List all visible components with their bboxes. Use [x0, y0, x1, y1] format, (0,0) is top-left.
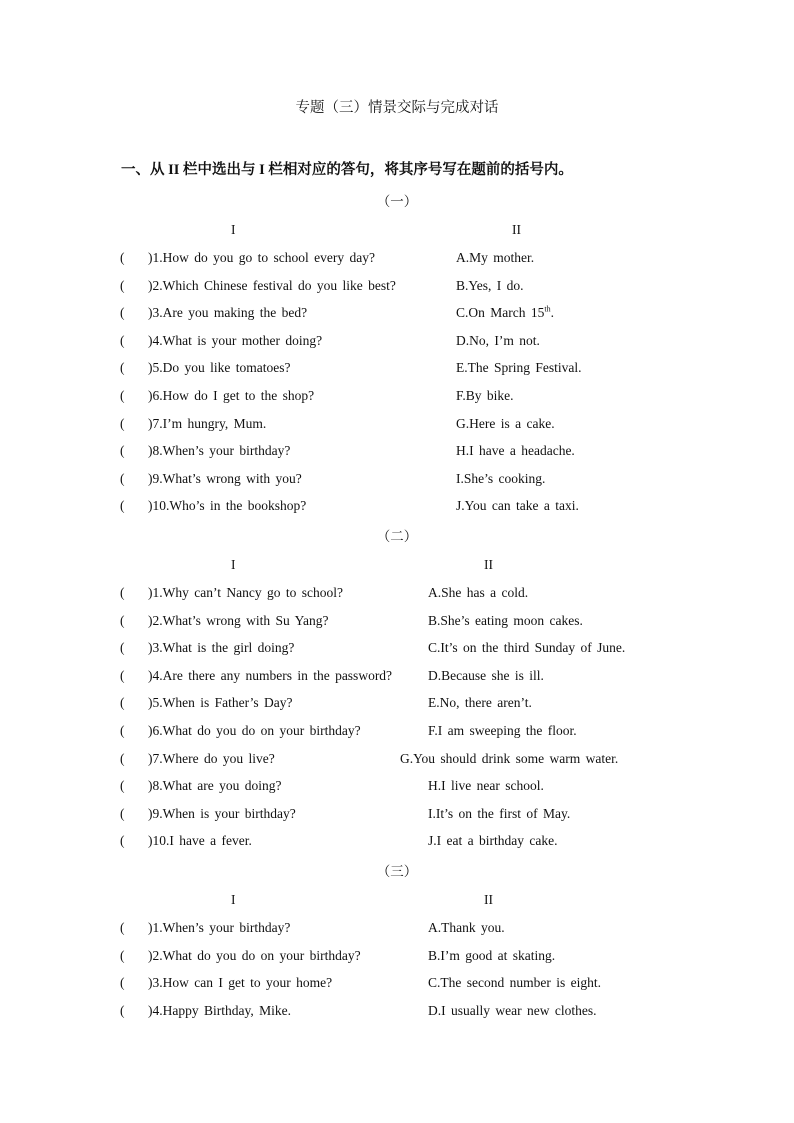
answer-text: B.Yes, I do.	[456, 277, 524, 293]
ordinal-suffix: th	[544, 304, 551, 314]
answer-blank[interactable]: (	[120, 332, 125, 348]
question-text: )3.Are you making the bed?	[148, 305, 308, 321]
question-text: )10.Who’s in the bookshop?	[148, 498, 307, 514]
question-text: )2.What do you do on your birthday?	[148, 947, 361, 963]
column-head-i: I	[231, 557, 236, 572]
answer-option	[400, 749, 618, 769]
question-text: )5.Do you like tomatoes?	[148, 360, 291, 376]
answer-option	[428, 666, 544, 686]
answer-text: C.On March 15	[456, 305, 545, 321]
answer-tail: .	[550, 305, 554, 321]
answer-blank[interactable]: (	[120, 805, 125, 821]
answer-blank[interactable]: (	[120, 947, 125, 963]
question-row	[0, 1001, 794, 1021]
answer-option	[428, 638, 625, 658]
answer-option	[428, 831, 557, 851]
answer-option	[456, 248, 534, 268]
instruction-text: 一、从 II 栏中选出与 I 栏相对应的答句，将其序号写在题前的括号内。	[121, 162, 573, 178]
answer-text: A.She has a cold.	[428, 585, 529, 600]
answer-blank[interactable]: (	[120, 667, 125, 683]
question-row	[0, 693, 794, 713]
answer-text: D.I usually wear new clothes.	[428, 1002, 597, 1018]
answer-blank[interactable]: (	[120, 498, 125, 514]
question-row	[0, 583, 794, 603]
question-row	[0, 749, 794, 769]
answer-blank[interactable]: (	[120, 277, 125, 293]
answer-option	[428, 1001, 596, 1021]
answer-text: G.You should drink some warm water.	[400, 750, 619, 766]
answer-option	[456, 331, 540, 351]
question-row	[0, 918, 794, 938]
question-text: )3.What is the girl doing?	[148, 640, 295, 656]
answer-blank[interactable]: (	[120, 585, 125, 600]
answer-blank[interactable]: (	[120, 778, 125, 794]
question-row	[0, 441, 794, 461]
question-row	[0, 804, 794, 824]
answer-text: A.Thank you.	[428, 920, 505, 935]
answer-text: H.I have a headache.	[456, 443, 575, 459]
answer-text: F.I am sweeping the floor.	[428, 723, 577, 738]
question-row	[0, 331, 794, 351]
answer-blank[interactable]: (	[120, 975, 125, 991]
answer-option	[456, 358, 582, 378]
question-text: )8.When’s your birthday?	[148, 443, 291, 459]
question-text: )10.I have a fever.	[148, 833, 252, 849]
column-head-ii: II	[484, 892, 493, 907]
answer-option	[456, 469, 545, 489]
question-row	[0, 386, 794, 406]
section-heading-1: （一）	[376, 194, 418, 209]
section-heading-2: （二）	[376, 529, 418, 544]
answer-text: J.You can take a taxi.	[456, 498, 579, 514]
answer-option	[456, 386, 514, 406]
answer-text: C.It’s on the third Sunday of June.	[428, 640, 626, 656]
answer-blank[interactable]: (	[120, 305, 125, 321]
answer-blank[interactable]: (	[120, 470, 125, 486]
answer-text: G.Here is a cake.	[456, 415, 555, 431]
question-text: )1.Why can’t Nancy go to school?	[148, 585, 343, 600]
answer-option	[428, 693, 532, 713]
question-text: )9.What’s wrong with you?	[148, 470, 302, 486]
answer-blank[interactable]: (	[120, 640, 125, 656]
answer-blank[interactable]: (	[120, 415, 125, 431]
column-head-ii: II	[484, 557, 493, 572]
answer-option	[456, 414, 555, 434]
question-text: )5.When is Father’s Day?	[148, 695, 293, 711]
question-row	[0, 611, 794, 631]
question-text: )4.What is your mother doing?	[148, 332, 323, 348]
answer-text: H.I live near school.	[428, 778, 544, 794]
answer-text: E.The Spring Festival.	[456, 360, 582, 376]
answer-option	[456, 303, 554, 323]
answer-text: B.She’s eating moon cakes.	[428, 612, 583, 628]
question-text: )8.What are you doing?	[148, 778, 282, 794]
question-text: )2.What’s wrong with Su Yang?	[148, 612, 329, 628]
question-row	[0, 721, 794, 741]
question-row	[0, 776, 794, 796]
answer-option	[428, 804, 570, 824]
question-row	[0, 666, 794, 686]
question-row	[0, 831, 794, 851]
answer-text: A.My mother.	[456, 250, 535, 265]
section-heading-3: （三）	[376, 864, 418, 879]
column-head-ii: II	[512, 222, 521, 237]
question-text: )4.Are there any numbers in the password?	[148, 667, 393, 683]
answer-blank[interactable]: (	[120, 443, 125, 459]
question-text: )1.When’s your birthday?	[148, 920, 291, 935]
answer-text: I.It’s on the first of May.	[428, 805, 571, 821]
question-row	[0, 469, 794, 489]
answer-text: I.She’s cooking.	[456, 470, 546, 486]
answer-option	[428, 583, 528, 603]
answer-option	[428, 611, 583, 631]
question-row	[0, 358, 794, 378]
question-text: )6.How do I get to the shop?	[148, 388, 315, 403]
answer-text: D.Because she is ill.	[428, 667, 544, 683]
question-text: )4.Happy Birthday, Mike.	[148, 1002, 291, 1018]
answer-option	[428, 776, 544, 796]
question-text: )1.How do you go to school every day?	[148, 250, 375, 265]
answer-option	[428, 973, 601, 993]
answer-option	[456, 496, 579, 516]
answer-text: B.I’m good at skating.	[428, 947, 556, 963]
answer-blank[interactable]: (	[120, 1002, 125, 1018]
answer-blank[interactable]: (	[120, 360, 125, 376]
answer-blank[interactable]: (	[120, 612, 125, 628]
answer-blank[interactable]: (	[120, 750, 125, 766]
answer-blank[interactable]: (	[120, 250, 125, 265]
answer-option	[428, 946, 555, 966]
question-text: )7.Where do you live?	[148, 750, 275, 766]
question-text: )7.I’m hungry, Mum.	[148, 415, 267, 431]
question-row	[0, 276, 794, 296]
question-row	[0, 248, 794, 268]
question-text: )9.When is your birthday?	[148, 805, 296, 821]
column-head-i: I	[231, 892, 236, 907]
answer-text: C.The second number is eight.	[428, 975, 601, 991]
answer-blank[interactable]: (	[120, 388, 125, 403]
answer-option	[456, 441, 575, 461]
answer-blank[interactable]: (	[120, 695, 125, 711]
question-row	[0, 496, 794, 516]
answer-text: F.By bike.	[456, 388, 514, 403]
answer-blank[interactable]: (	[120, 920, 125, 935]
answer-option	[428, 721, 577, 741]
question-row	[0, 414, 794, 434]
column-head-i: I	[231, 222, 236, 237]
page-title: 专题（三）情景交际与完成对话	[295, 100, 499, 116]
question-text: )6.What do you do on your birthday?	[148, 723, 361, 738]
answer-blank[interactable]: (	[120, 833, 125, 849]
answer-text: J.I eat a birthday cake.	[428, 833, 558, 849]
question-row	[0, 973, 794, 993]
answer-text: D.No, I’m not.	[456, 332, 540, 348]
question-text: )3.How can I get to your home?	[148, 975, 333, 991]
answer-option	[456, 276, 524, 296]
question-text: )2.Which Chinese festival do you like best?	[148, 277, 396, 293]
answer-option	[428, 918, 505, 938]
answer-blank[interactable]: (	[120, 723, 125, 738]
answer-text: E.No, there aren’t.	[428, 695, 532, 711]
question-row	[0, 638, 794, 658]
question-row	[0, 303, 794, 323]
question-row	[0, 946, 794, 966]
